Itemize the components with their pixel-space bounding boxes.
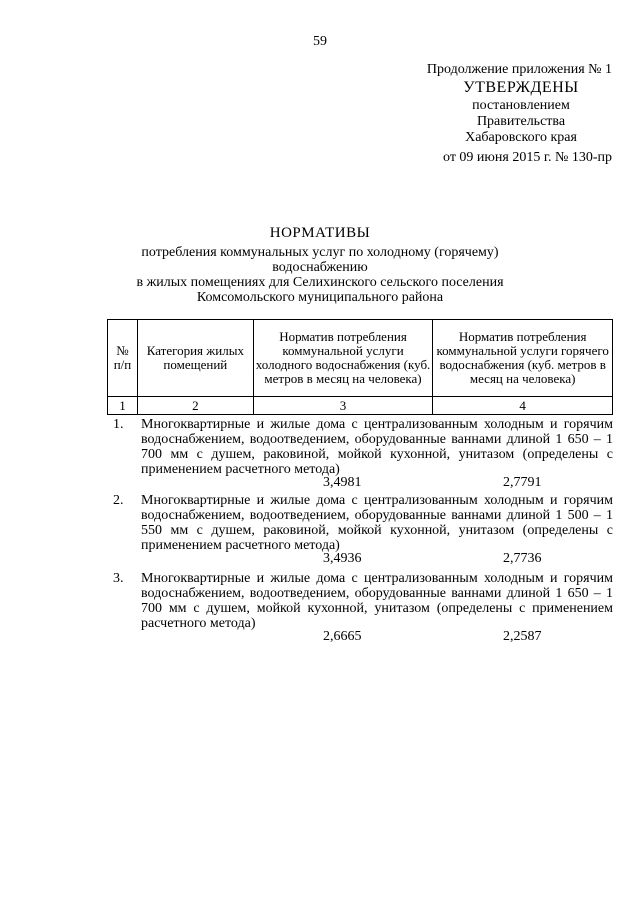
row-description: Многоквартирные и жилые дома с централизованным холодным и горячим водоснабжением, водоотведением, оборудованные ваннами длиной 1 650 – 1 700 мм с душем, мойкой кухонной, унитазом (определены с применением расчетного метода) [141, 571, 613, 631]
row-description: Многоквартирные и жилые дома с централизованным холодным и горячим водоснабжением, водоотведением, оборудованные ваннами длиной 1 500 – 1 550 мм с душем, раковиной, мойкой кухонной, унитазом (определены с применением расчетного метода) [141, 493, 613, 553]
approval-block [400, 62, 612, 166]
column-number: 4 [433, 397, 613, 415]
cold-water-value: 2,6665 [323, 629, 362, 644]
subtitle-line-1: потребления коммунальных услуг по холодному (горячему) водоснабжению [141, 245, 499, 275]
column-number: 1 [108, 397, 138, 415]
approval-line-3: Хабаровского края [465, 130, 577, 145]
norms-table [107, 319, 613, 415]
approved-heading: УТВЕРЖДЕНЫ [463, 79, 579, 96]
header-number: № п/п [108, 320, 138, 397]
document-subtitle [100, 245, 540, 305]
subtitle-line-2: в жилых помещениях для Селихинского сельского поселения [136, 275, 504, 290]
row-number: 1. [113, 417, 124, 432]
cold-water-value: 3,4981 [323, 475, 362, 490]
table-header-row [108, 320, 613, 397]
approval-line-1: постановлением [472, 98, 570, 113]
row-number: 3. [113, 571, 124, 586]
column-number: 2 [137, 397, 253, 415]
hot-water-value: 2,7791 [503, 475, 542, 490]
row-number: 2. [113, 493, 124, 508]
header-hot-water: Норматив потребления коммунальной услуги горячего водоснабжения (куб. метров в месяц на человека) [433, 320, 613, 397]
document-title: НОРМАТИВЫ [269, 225, 371, 241]
approval-date: от 09 июня 2015 г. № 130-пр [443, 150, 612, 165]
page-number: 59 [313, 34, 327, 49]
cold-water-value: 3,4936 [323, 551, 362, 566]
hot-water-value: 2,7736 [503, 551, 542, 566]
header-cold-water: Норматив потребления коммунальной услуги холодного водоснабжения (куб. метров в месяц на человека) [253, 320, 433, 397]
approval-line-2: Правительства [476, 114, 566, 129]
table-column-numbers-row [108, 397, 613, 415]
hot-water-value: 2,2587 [503, 629, 542, 644]
header-category: Категория жилых помещений [137, 320, 253, 397]
row-description: Многоквартирные и жилые дома с централизованным холодным и горячим водоснабжением, водоотведением, оборудованные ваннами длиной 1 650 – 1 700 мм с душем, раковиной, мойкой кухонной, унитазом (определены с применением расчетного метода) [141, 417, 613, 477]
subtitle-line-3: Комсомольского муниципального района [196, 290, 444, 305]
column-number: 3 [253, 397, 433, 415]
continuation-note: Продолжение приложения № 1 [426, 62, 612, 77]
